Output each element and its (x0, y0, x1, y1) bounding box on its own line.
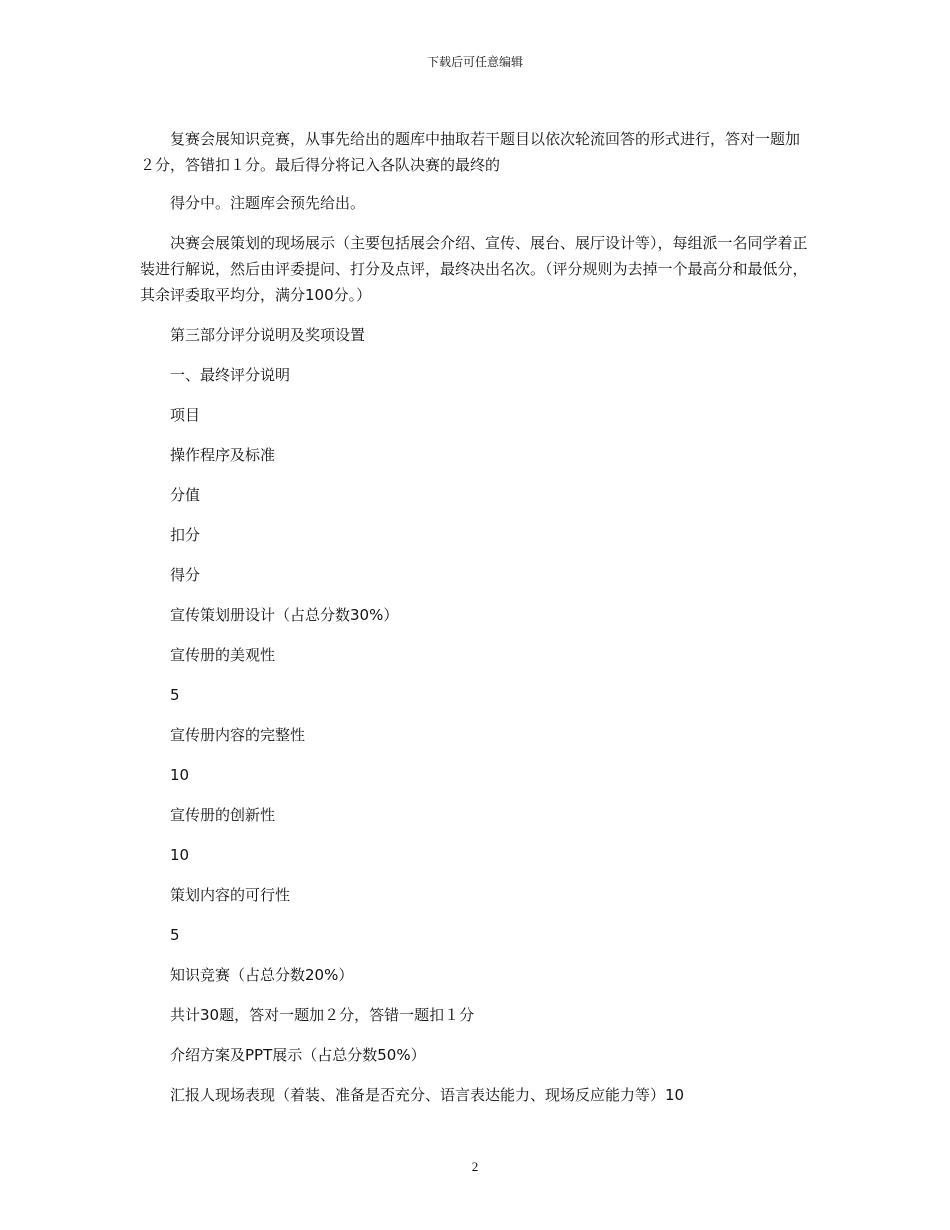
paragraph-question-bank-note: 得分中。注题库会预先给出。 (170, 194, 366, 212)
criterion-value: 5 (170, 686, 180, 704)
table-header-item: 项目 (170, 406, 201, 424)
document-body (140, 126, 810, 1122)
criterion-value: 5 (170, 926, 180, 944)
criterion-contest-rules: 共计30题，答对一题加２分，答错一题扣１分 (170, 1006, 475, 1024)
criterion-value: 10 (170, 766, 190, 784)
section-title: 第三部分评分说明及奖项设置 (170, 326, 366, 344)
subsection-title: 一、最终评分说明 (170, 366, 291, 384)
paragraph-final: 决赛会展策划的现场展示（主要包括展会介绍、宣传、展台、展厅设计等），每组派一名同学着正装进行解说，然后由评委提问、打分及点评，最终决出名次。（评分规则为去掉一个最高分和最低分，其余评委取平均分，满分100分。） (140, 234, 808, 304)
table-header-deduction: 扣分 (170, 526, 201, 544)
criterion-brochure-innovation: 宣传册的创新性 (170, 806, 276, 824)
page-header: 下载后可任意编辑 (426, 55, 523, 69)
criterion-value: 10 (170, 846, 190, 864)
criterion-plan-feasibility: 策划内容的可行性 (170, 886, 291, 904)
table-header-score-value: 分值 (170, 486, 201, 504)
criterion-brochure-aesthetics: 宣传册的美观性 (170, 646, 276, 664)
paragraph-semifinal: 复赛会展知识竞赛，从事先给出的题库中抽取若干题目以依次轮流回答的形式进行，答对一题加２分，答错扣１分。最后得分将记入各队决赛的最终的 (140, 130, 801, 174)
criterion-brochure-completeness: 宣传册内容的完整性 (170, 726, 306, 744)
page-number: 2 (471, 1159, 479, 1174)
category-ppt-presentation: 介绍方案及PPT展示（占总分数50%） (170, 1046, 426, 1064)
category-brochure-design: 宣传策划册设计（占总分数30%） (170, 606, 399, 624)
table-header-procedure: 操作程序及标准 (170, 446, 276, 464)
category-knowledge-contest: 知识竞赛（占总分数20%） (170, 966, 354, 984)
criterion-presenter-performance: 汇报人现场表现（着装、准备是否充分、语言表达能力、现场反应能力等）10 (170, 1086, 685, 1104)
table-header-score: 得分 (170, 566, 201, 584)
